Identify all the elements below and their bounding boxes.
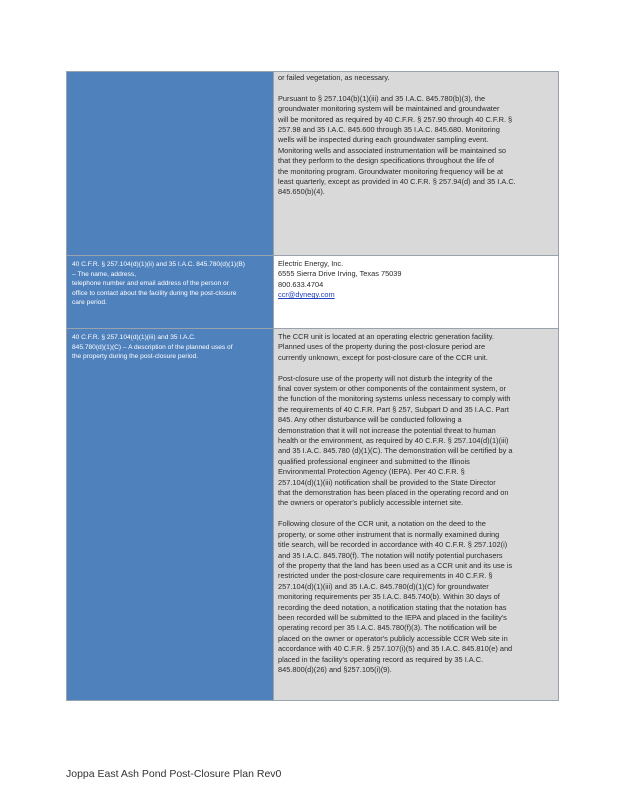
citation-line: the property during the post-closure period. xyxy=(72,353,199,361)
paragraph xyxy=(278,332,554,363)
text-line: Monitoring wells and associated instrumentation will be maintained so xyxy=(278,145,506,155)
text-line: restricted under the post-closure care requirements in 40 C.F.R. § xyxy=(278,571,493,581)
citation-line: telephone number and email address of the person or xyxy=(72,280,229,288)
text-line: been recorded will be submitted to the IEPA and placed in the facility's xyxy=(278,612,507,622)
text-line: the requirements of 40 C.F.R. Part § 257, Subpart D and 35 I.A.C. Part xyxy=(278,404,509,414)
post-closure-table xyxy=(66,71,559,701)
text-line: 257.104(d)(1)(iii) and 35 I.A.C. 845.780(d)(1)(C) for groundwater xyxy=(278,581,489,591)
citation-line: 40 C.F.R. § 257.104(d)(1)(iii) and 35 I.A.C. xyxy=(72,334,196,341)
table-row xyxy=(67,256,559,329)
text-line: 257.98 and 35 I.A.C. 845.600 through 35 I.A.C. 845.680. Monitoring xyxy=(278,125,500,135)
text-line: that they perform to the design specifications throughout the life of xyxy=(278,156,495,166)
citation-cell xyxy=(67,329,274,701)
citation-line: 40 C.F.R. § 257.104(d)(1)(ii) and 35 I.A.C. 845.780(d)(1)(B) xyxy=(72,261,245,268)
text-line: 257.104(d)(1)(iii) notification shall be provided to the State Director xyxy=(278,477,496,487)
citation-line: office to contact about the facility during the post-closure xyxy=(72,289,237,297)
text-line: monitoring requirements per 35 I.A.C. 845.740(b). Within 30 days of xyxy=(278,592,500,602)
text-line: The CCR unit is located at an operating electric generation facility. xyxy=(278,332,494,341)
table-row xyxy=(67,72,559,256)
text-line: 845.800(d)(26) and §257.105(i)(9). xyxy=(278,664,392,674)
citation-cell xyxy=(67,256,274,329)
text-line: placed on the owner or operator's publicly accessible CCR Web site in xyxy=(278,633,508,643)
page-footer: Joppa East Ash Pond Post-Closure Plan Rev0 xyxy=(66,768,282,780)
paragraph xyxy=(278,73,554,83)
text-line: that the demonstration has been placed in the operating record and on xyxy=(278,488,509,498)
text-line: 845. Any other disturbance will be conducted following a xyxy=(278,415,462,425)
text-line: the function of the monitoring systems unless necessary to comply with xyxy=(278,394,511,404)
description-cell xyxy=(274,329,559,701)
contact-address: 6555 Sierra Drive Irving, Texas 75039 xyxy=(278,269,402,279)
text-line: Post-closure use of the property will not disturb the integrity of the xyxy=(278,373,493,383)
text-line: Pursuant to § 257.104(b)(1)(iii) and 35 I.A.C. 845.780(b)(3), the xyxy=(278,93,486,103)
text-line: accordance with 40 C.F.R. § 257.107(i)(5) and 35 I.A.C. 845.810(e) and xyxy=(278,644,513,654)
text-line: demonstration that it will not increase the potential threat to human xyxy=(278,425,496,435)
citation-cell xyxy=(67,72,274,256)
paragraph xyxy=(278,374,554,509)
text-line: placed in the facility's operating record as required by 35 I.A.C. xyxy=(278,654,484,664)
text-line: recording the deed notation, a notification stating that the notation has xyxy=(278,602,507,612)
contact-phone: 800.633.4704 xyxy=(278,279,324,289)
text-line: wells will be inspected during each groundwater sampling event. xyxy=(278,135,489,145)
text-line: the monitoring program. Groundwater monitoring frequency will be at xyxy=(278,166,504,176)
contact-name: Electric Energy, Inc. xyxy=(278,259,344,268)
citation-line: – The name, address, xyxy=(72,270,137,278)
table-row xyxy=(67,329,559,701)
paragraph xyxy=(278,519,554,675)
citation-line: care period. xyxy=(72,299,107,307)
contact-cell xyxy=(274,256,559,329)
text-line: qualified professional engineer and submitted to the Illinois xyxy=(278,456,470,466)
citation-line: 845.780(d)(1)(C) – A description of the planned uses of xyxy=(72,343,233,351)
text-line: the owners or operator's publicly accessible internet site. xyxy=(278,498,464,508)
text-line: Planned uses of the property during the post-closure period are xyxy=(278,342,486,352)
text-line: Environmental Protection Agency (IEPA). Per 40 C.F.R. § xyxy=(278,467,465,477)
text-line: or failed vegetation, as necessary. xyxy=(278,73,390,82)
text-line: least quarterly, except as provided in 40 C.F.R. § 257.94(d) and 35 I.A.C. xyxy=(278,177,516,187)
text-line: groundwater monitoring system will be maintained and groundwater xyxy=(278,104,500,114)
text-line: title search, will be recorded in accordance with 40 C.F.R. § 257.102(i) xyxy=(278,540,508,550)
text-line: 845.650(b)(4). xyxy=(278,187,325,197)
text-line: health or the environment, as required by 40 C.F.R. § 257.104(d)(1)(iii) xyxy=(278,436,509,446)
text-line: property, or some other instrument that is normally examined during xyxy=(278,529,500,539)
text-line: Following closure of the CCR unit, a notation on the deed to the xyxy=(278,519,486,529)
paragraph xyxy=(278,94,554,198)
text-line: and 35 I.A.C. 845.780(f). The notation will notify potential purchasers xyxy=(278,550,503,560)
text-line: final cover system or other components of the containment system, or xyxy=(278,384,506,394)
text-line: of the property that the land has been used as a CCR unit and its use is xyxy=(278,560,513,570)
description-cell xyxy=(274,72,559,256)
contact-email-link[interactable]: ccr@dynegy.com xyxy=(278,290,335,300)
text-line: currently unknown, except for post-closure care of the CCR unit. xyxy=(278,352,488,362)
text-line: and 35 I.A.C. 845.780 (d)(1)(C). The demonstration will be certified by a xyxy=(278,446,513,456)
text-line: will be monitored as required by 40 C.F.R. § 257.90 through 40 C.F.R. § xyxy=(278,114,513,124)
text-line: operating record per 35 I.A.C. 845.780(f)(3). The notification will be xyxy=(278,623,497,633)
